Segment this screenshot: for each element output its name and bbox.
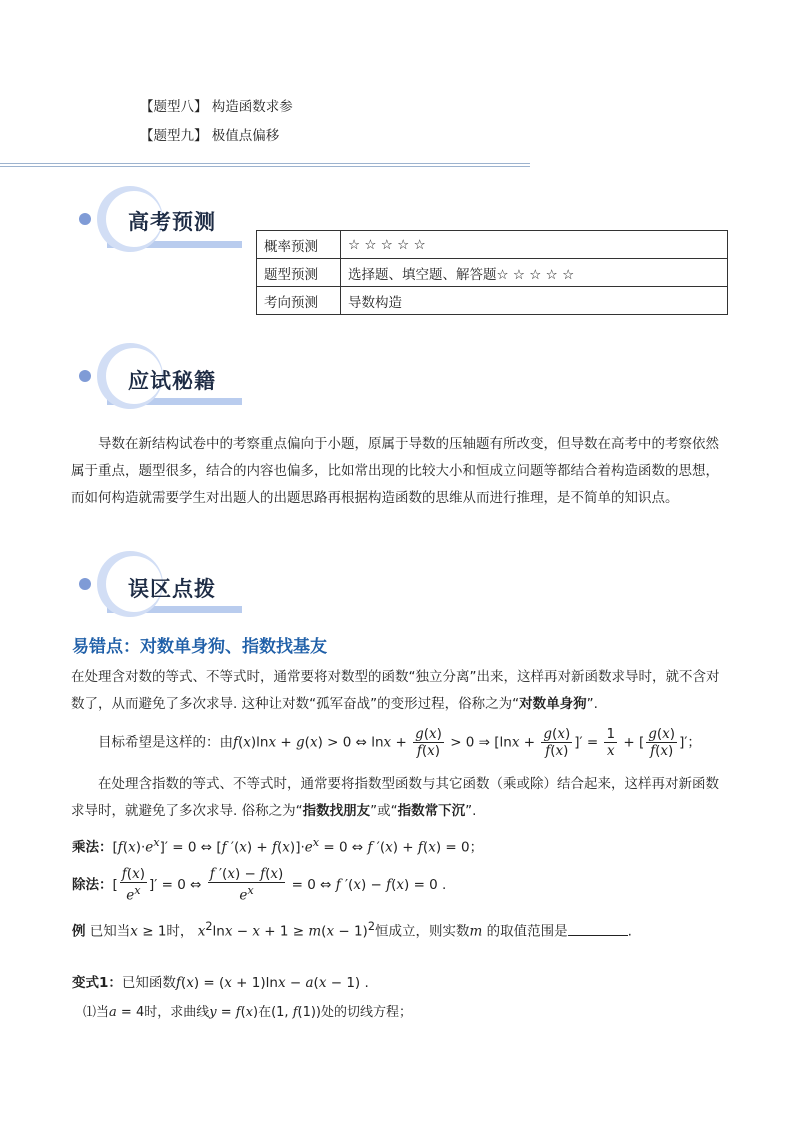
table-row: [257, 231, 728, 259]
variant-problem: 变式1：已知函数f(x) = (x + 1)lnx − a(x − 1) .: [72, 975, 369, 991]
answer-blank: [568, 921, 628, 936]
goal-formula-line: 目标希望是这样的：由f(x)lnx + g(x) > 0 ⇔ lnx + $\frac{g(x)}{f(x)}$ > 0 ⇒ [lnx + $\frac{g(x)}{f(x)}$ ]′ = $\frac{1}{x}$ + [ $\frac{g(x)}{f(x)}$ ]′；: [98, 726, 701, 759]
tips-paragraph: 导数在新结构试卷中的考察重点偏向于小题，原属于导数的压轴题有所改变，但导数在高考中的考察依然属于重点，题型很多，结合的内容也偏多，比如常出现的比较大小和恒成立问题等都结合着构造函数的思想，而如何构造就需要学生对出题人的出题思路再根据构造函数的思维从而进行推理，是不简单的知识点。: [71, 436, 719, 506]
divide-rule: 除法：[ $\frac{f(x)}{e^x}$ ]′ = 0 ⇔ $\frac{f '(x) - f(x)}{e^x}$ = 0 ⇔ f ′(x) − f(x) = 0 .: [72, 866, 447, 904]
section-title-errors: 误区点拨: [128, 577, 216, 601]
section-title-forecast: 高考预测: [128, 210, 216, 234]
error-heading: 易错点：对数单身狗、指数找基友: [72, 637, 327, 657]
toc-item-8: 【题型八】 构造函数求参: [140, 99, 293, 115]
table-key: 题型预测: [257, 259, 341, 287]
table-value: 导数构造: [341, 287, 728, 315]
example-problem: 例 已知当x ≥ 1时， $x^2\ln x - x + 1 \ge m(x - 1)^2$恒成立，则实数m 的取值范围是 .: [72, 920, 632, 940]
toc-item-9: 【题型九】 极值点偏移: [140, 128, 280, 144]
table-row: [257, 259, 728, 287]
multiply-rule: 乘法：$[f(x)\cdot e^x]' = 0$ ⇔ [f $'(x) + f(x)]\cdot e^x = 0$ ⇔ f ′(x) + f(x) = 0；: [72, 836, 484, 856]
divider: [0, 166, 530, 167]
exp-paragraph: 在处理含指数的等式、不等式时，通常要将指数型函数与其它函数（乘或除）结合起来，这样再对新函数求导时，就避免了多次求导. 俗称之为“指数找朋友”或“指数常下沉”.: [71, 776, 719, 819]
forecast-table: [256, 230, 728, 315]
divider: [0, 163, 530, 164]
table-key: 概率预测: [257, 231, 341, 259]
section-title-tips: 应试秘籍: [128, 369, 216, 393]
table-row: [257, 287, 728, 315]
table-value: ☆ ☆ ☆ ☆ ☆: [341, 231, 728, 259]
variant-subquestion-1: ⑴当a = 4时，求曲线y = f(x)在(1, f(1))处的切线方程；: [83, 1005, 413, 1020]
table-key: 考向预测: [257, 287, 341, 315]
log-paragraph: 在处理含对数的等式、不等式时，通常要将对数型的函数“独立分离”出来，这样再对新函数求导时，就不含对数了，从而避免了多次求导. 这种让对数“孤军奋战”的变形过程，俗称之为“对数单身狗”.: [71, 669, 720, 712]
table-value: 选择题、填空题、解答题☆ ☆ ☆ ☆ ☆: [341, 259, 728, 287]
